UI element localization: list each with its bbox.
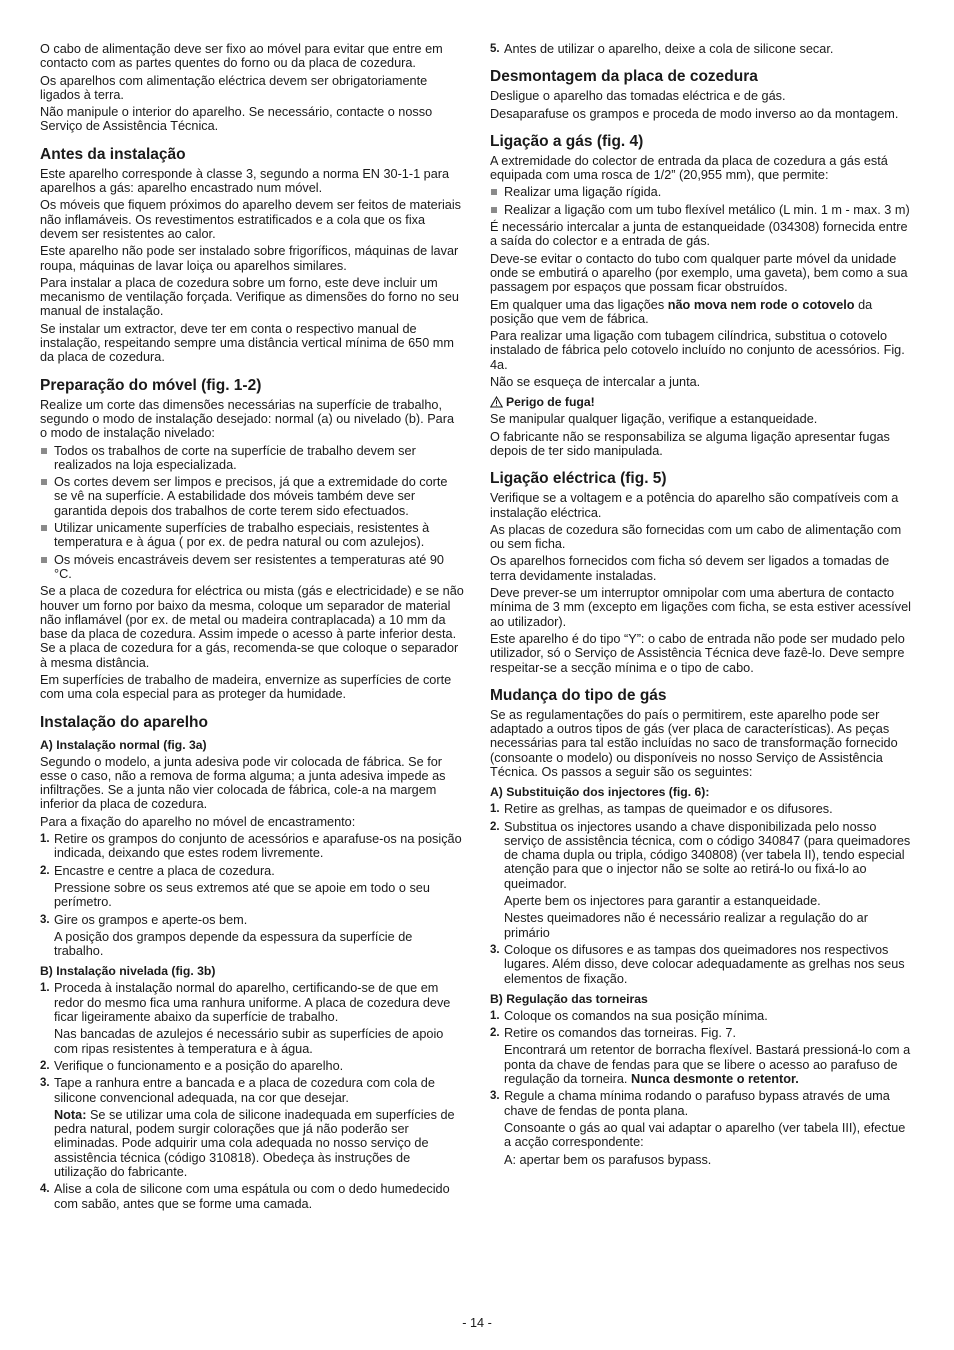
paragraph: Este aparelho corresponde à classe 3, segundo a norma EN 30-1-1 para aparelhos a gás: aparelho encastrado num móvel. xyxy=(40,166,450,196)
step-text: Substitua os injectores usando a chave disponibilizada pelo nosso serviço de assistência técnica, com o código 340847 (para queimadores de chama dupla ou tripla, código 340808) (ver tabela II), tendo especial atenção para que o injector não se solte ao retirá-lo ou fixá-lo ao queimador. xyxy=(504,819,911,891)
paragraph: Para instalar a placa de cozedura sobre um forno, este deve incluir um mecanismo de ventilação forçada. Verifique as dimensões do forno no seu manual de instalação. xyxy=(40,275,459,319)
step-extra: Nestes queimadores não é necessário realizar a regulação do ar primário xyxy=(504,911,868,940)
section-heading-ligacao-electrica: Ligação eléctrica (fig. 5) xyxy=(490,470,667,488)
paragraph: Desaparafuse os grampos e proceda de modo inverso ao da montagem. xyxy=(490,106,899,121)
subsection-heading: B) Instalação nivelada (fig. 3b) xyxy=(40,964,216,979)
numbered-list xyxy=(40,832,464,958)
step-number: 2. xyxy=(490,1027,500,1040)
bold-text: não mova nem rode o cotovelo xyxy=(667,297,855,312)
paragraph: Para a fixação do aparelho no móvel de encastramento: xyxy=(40,814,356,829)
warning-triangle-icon xyxy=(490,396,503,408)
paragraph: Para realizar uma ligação com tubagem cilíndrica, substitua o cotovelo instalado de fábrica pelo cotovelo incluído no conjunto de acessórios. Fig. 4a. xyxy=(490,329,905,372)
step-number: 3. xyxy=(40,913,50,926)
page-number: - 14 - xyxy=(462,1316,492,1330)
section-heading-preparacao: Preparação do móvel (fig. 1-2) xyxy=(40,376,262,394)
list-item: Os cortes devem ser limpos e precisos, já que a extremidade do corte se vê na superfície. A estabilidade dos móveis também deve ser garantida depois dos trabalhos de corte terem sido efectuados. xyxy=(40,475,464,518)
step-text: Retire os grampos do conjunto de acessórios e aparafuse-os na posição indicada, deixando que estes rodem livremente. xyxy=(54,832,462,861)
paragraph: Este aparelho é do tipo “Y”: o cabo de entrada não pode ser mudado pelo utilizador, só o Serviço de Assistência Técnica deve fazê-lo. Deve sempre respeitar-se a secção mínima e o tipo de cabo. xyxy=(490,631,905,675)
list-item xyxy=(490,820,914,940)
note-label: Nota: xyxy=(54,1107,87,1122)
section-heading-ligacao-gas: Ligação a gás (fig. 4) xyxy=(490,132,644,150)
step-number: 2. xyxy=(40,864,50,877)
step-text: Antes de utilizar o aparelho, deixe a cola de silicone secar. xyxy=(504,42,834,56)
step-text: Tape a ranhura entre a bancada e a placa de cozedura com cola de silicone convencional adequada, na cor que desejar. xyxy=(54,1076,435,1105)
paragraph: A extremidade do colector de entrada da placa de cozedura a gás está equipada com uma rosca de 1/2” (20,955 mm), que permite: xyxy=(490,153,888,183)
warning-title: Perigo de fuga! xyxy=(506,395,595,410)
paragraph: Não se esqueça de intercalar a junta. xyxy=(490,375,701,390)
list-item xyxy=(490,42,914,56)
list-item xyxy=(490,943,914,986)
step-number: 1. xyxy=(490,803,500,816)
intro-paragraph: O cabo de alimentação deve ser fixo ao móvel para evitar que entre em contacto com as partes quentes do forno ou da placa de cozedura. xyxy=(40,42,443,71)
step-extra: Consoante o gás ao qual vai adaptar o aparelho (ver tabela III), efectue a acção correspondente: xyxy=(504,1120,906,1150)
step-number: 1. xyxy=(40,982,50,995)
text-span: da posição que vem de fábrica. xyxy=(490,297,873,326)
step-text: Gire os grampos e aperte-os bem. xyxy=(54,912,248,927)
step-text: Retire os comandos das torneiras. Fig. 7. xyxy=(504,1026,737,1041)
right-column xyxy=(490,42,914,1170)
step-text: Coloque os comandos na sua posição mínima. xyxy=(504,1008,768,1023)
bold-text: Nunca desmonte o retentor. xyxy=(630,1072,799,1087)
step-number: 1. xyxy=(490,1009,500,1022)
list-item: Todos os trabalhos de corte na superfície de trabalho devem ser realizados na loja especializada. xyxy=(40,444,464,473)
step-text: Encastre e centre a placa de cozedura. xyxy=(54,863,275,878)
list-item xyxy=(490,802,914,816)
step-number: 4. xyxy=(40,1183,50,1196)
paragraph: Verifique se a voltagem e a potência do aparelho são compatíveis com a instalação eléctrica. xyxy=(490,491,899,520)
list-item xyxy=(40,832,464,861)
step-number: 1. xyxy=(40,833,50,846)
step-text: Coloque os difusores e as tampas dos queimadores nos respectivos lugares. Além disso, deve colocar adequadamente as grelhas nos seus elementos de fixação. xyxy=(504,942,905,986)
list-item xyxy=(40,864,464,910)
section-heading-desmontagem: Desmontagem da placa de cozedura xyxy=(490,68,758,86)
list-item xyxy=(490,1089,914,1166)
paragraph: Se a placa de cozedura for eléctrica ou mista (gás e electricidade) e se não houver um forno por baixo da mesma, coloque um separador de material não inflamável (por ex. de metal ou madeira contraplacada) a 10 mm da base da placa de cozedura. Assim impede o acesso à parte inferior desta. Se a placa de cozedura for a gás, recomenda-se que coloque o separador à mesma distância. xyxy=(40,584,464,670)
step-text: Alise a cola de silicone com uma espátula ou com o dedo humedecido com sabão, antes que se forme uma camada. xyxy=(54,1182,450,1211)
paragraph: O fabricante não se responsabiliza se alguma ligação apresentar fugas depois de ter sido manipulada. xyxy=(490,429,890,458)
step-extra: A: apertar bem os parafusos bypass. xyxy=(504,1152,712,1167)
paragraph: Deve prever-se um interruptor omnipolar com uma abertura de contacto mínima de 3 mm (excepto em ligações com ficha, se esta estiver acessível ao utilizador). xyxy=(490,586,911,629)
step-text: Regule a chama mínima rodando o parafuso bypass através de uma chave de fendas de ponta plana. xyxy=(504,1089,890,1118)
step-number: 3. xyxy=(40,1077,50,1090)
paragraph: Realize um corte das dimensões necessárias na superfície de trabalho, segundo o modo de instalação desejado: normal (a) ou nivelado (b). Para o modo de instalação nivelado: xyxy=(40,397,455,441)
step-text: Retire as grelhas, as tampas de queimador e os difusores. xyxy=(504,802,833,817)
section-heading-antes: Antes da instalação xyxy=(40,145,186,163)
paragraph: Se manipular qualquer ligação, verifique a estanqueidade. xyxy=(490,412,818,427)
left-column xyxy=(40,42,464,1214)
list-item xyxy=(40,913,464,959)
step-text: Proceda à instalação normal do aparelho, certificando-se de que em redor do mesmo fica uma ranhura uniforme. A placa de cozedura deve ficar ligeiramente abaixo da superfície de trabalho. xyxy=(54,981,451,1025)
step-number: 2. xyxy=(490,820,500,833)
step-number: 5. xyxy=(490,43,500,55)
numbered-list xyxy=(490,1009,914,1167)
step-extra: A posição dos grampos depende da espessura da superfície de trabalho. xyxy=(54,929,413,959)
bullet-list xyxy=(490,185,914,217)
paragraph: Este aparelho não pode ser instalado sobre frigoríficos, máquinas de lavar roupa, máquinas de lavar loiça ou aparelhos similares. xyxy=(40,244,459,273)
list-item xyxy=(40,1076,464,1179)
note xyxy=(54,1108,464,1179)
step-text: Verifique o funcionamento e a posição do aparelho. xyxy=(54,1058,344,1073)
paragraph xyxy=(490,298,914,327)
list-item xyxy=(490,1009,914,1023)
subsection-heading: A) Substituição dos injectores (fig. 6): xyxy=(490,785,710,800)
step-number: 2. xyxy=(40,1059,50,1072)
note-text: Se se utilizar uma cola de silicone inadequada em superfícies de pedra natural, podem surgir colorações que já não poderão ser eliminadas. Pode adquirir uma cola adequada no nosso serviço de assistência técnica (código 310818). Obedeça às instruções de utilização do fabricante. xyxy=(54,1107,455,1179)
bullet-list xyxy=(40,444,464,582)
list-item xyxy=(40,1059,464,1073)
list-item: Realizar uma ligação rígida. xyxy=(490,185,914,199)
warning-heading xyxy=(490,395,914,409)
list-item: Os móveis encastráveis devem ser resistentes a temperaturas até 90 °C. xyxy=(40,553,464,582)
list-item xyxy=(490,1026,914,1086)
paragraph: Se instalar um extractor, deve ter em conta o respectivo manual de instalação, respeitando sempre uma distância vertical mínima de 650 mm da placa de cozedura. xyxy=(40,321,454,365)
list-item xyxy=(40,1182,464,1211)
step-number: 3. xyxy=(490,943,500,956)
intro-paragraph: Não manipule o interior do aparelho. Se necessário, contacte o nosso Serviço de Assistência Técnica. xyxy=(40,105,433,134)
numbered-list xyxy=(40,981,464,1210)
step-extra xyxy=(504,1043,914,1086)
paragraph: Se as regulamentações do país o permitirem, este aparelho pode ser adaptado a outros tipos de gás (ver placa de características). As peças necessárias para tal estão incluídas no saco de transformação fornecido (consoante o modelo) ou disponíveis no nosso Serviço de Assistência Técnica. Os passos a seguir são os seguintes: xyxy=(490,707,898,779)
paragraph: Os móveis que fiquem próximos do aparelho devem ser feitos de materiais não inflamáveis. Os revestimentos estratificados e a cola que os fixa devem ser resistentes ao calor. xyxy=(40,198,461,241)
paragraph: Em superfícies de trabalho de madeira, envernize as superfícies de corte com uma cola especial para as proteger da humidade. xyxy=(40,672,452,702)
list-item xyxy=(40,981,464,1055)
section-heading-instalacao: Instalação do aparelho xyxy=(40,713,208,731)
paragraph: Os aparelhos fornecidos com ficha só devem ser ligados a tomadas de terra devidamente instaladas. xyxy=(490,554,890,583)
list-item: Realizar a ligação com um tubo flexível metálico (L min. 1 m - max. 3 m) xyxy=(490,203,914,217)
numbered-list xyxy=(490,802,914,986)
subsection-heading: B) Regulação das torneiras xyxy=(490,991,648,1006)
intro-paragraph: Os aparelhos com alimentação eléctrica devem ser obrigatoriamente ligados à terra. xyxy=(40,73,428,102)
paragraph: As placas de cozedura são fornecidas com um cabo de alimentação com ou sem ficha. xyxy=(490,522,902,552)
paragraph: Deve-se evitar o contacto do tubo com qualquer parte móvel da unidade onde se embutirá o aparelho (por exemplo, uma gaveta), bem como a sua passagem por espaços que possam ficar obstruídos. xyxy=(490,251,908,295)
step-number: 3. xyxy=(490,1090,500,1103)
text-span: Em qualquer uma das ligações xyxy=(490,297,668,312)
subsection-heading: A) Instalação normal (fig. 3a) xyxy=(40,737,207,752)
numbered-list xyxy=(490,42,914,56)
paragraph: É necessário intercalar a junta de estanqueidade (034308) fornecida entre a saída do colector e a entrada de gás. xyxy=(490,220,908,249)
section-heading-mudanca-gas: Mudança do tipo de gás xyxy=(490,686,667,704)
paragraph: Desligue o aparelho das tomadas eléctrica e de gás. xyxy=(490,89,786,104)
step-extra: Nas bancadas de azulejos é necessário subir as superfícies de apoio com ripas resistentes à temperatura e à água. xyxy=(54,1027,444,1056)
text-span: Encontrará um retentor de borracha flexível. Bastará pressioná-lo com a ponta da chave de fendas para que se libere o acesso ao parafuso de regulação da torneira. xyxy=(504,1043,911,1087)
paragraph: Segundo o modelo, a junta adesiva pode vir colocada de fábrica. Se for esse o caso, não a remova de forma alguma; a junta adesiva impede as infiltrações. Se a junta não vier colocada de fábrica, cole-a na margem inferior da placa de cozedura. xyxy=(40,754,446,812)
step-extra: Aperte bem os injectores para garantir a estanqueidade. xyxy=(504,894,821,909)
step-extra: Pressione sobre os seus extremos até que se apoie em todo o seu perímetro. xyxy=(54,880,430,910)
list-item: Utilizar unicamente superfícies de trabalho especiais, resistentes à temperatura e à água ( por ex. de pedra natural ou com azulejos). xyxy=(40,521,464,550)
